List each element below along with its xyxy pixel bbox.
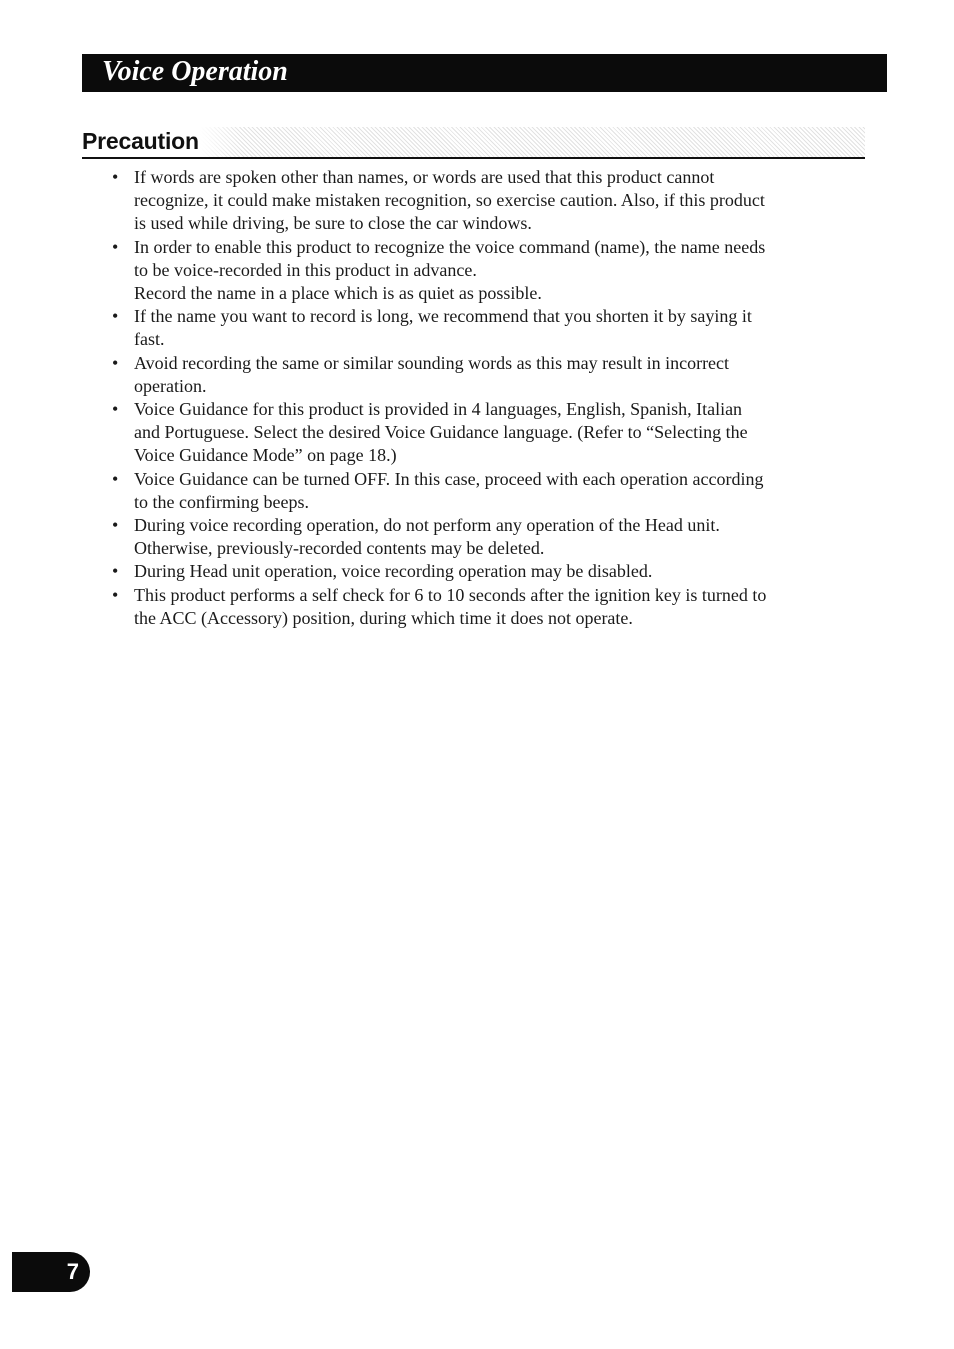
list-item (112, 166, 847, 236)
section-title: Precaution (82, 128, 199, 154)
list-item (112, 468, 847, 514)
list-item (112, 352, 847, 398)
bullet-dot: • (112, 236, 119, 257)
list-item (112, 584, 847, 630)
bullet-text-line: fast. (134, 329, 165, 350)
bullet-text-line: to the confirming beeps. (134, 491, 309, 512)
bullet-text-line: operation. (134, 375, 207, 396)
bullet-text-line: recognize, it could make mistaken recognition, so exercise caution. Also, if this product (134, 190, 765, 211)
list-item (112, 398, 847, 468)
bullet-text-line: Voice Guidance Mode” on page 18.) (134, 445, 397, 466)
bullet-text-line: Record the name in a place which is as quiet as possible. (134, 283, 542, 304)
bullet-dot: • (112, 515, 119, 536)
bullet-dot: • (112, 399, 119, 420)
list-item (112, 560, 847, 583)
bullet-text-line: In order to enable this product to recognize the voice command (name), the name needs (134, 236, 766, 257)
bullet-dot: • (112, 561, 119, 582)
bullet-text-line: During voice recording operation, do not perform any operation of the Head unit. (134, 515, 720, 536)
bullet-text-line: Voice Guidance can be turned OFF. In this case, proceed with each operation according (134, 468, 764, 489)
bullet-dot: • (112, 306, 119, 327)
bullet-text-line: the ACC (Accessory) position, during which time it does not operate. (134, 607, 633, 628)
bullet-text-line: and Portuguese. Select the desired Voice Guidance language. (Refer to “Selecting the (134, 422, 748, 443)
bullet-text-line: Otherwise, previously-recorded contents may be deleted. (134, 538, 545, 559)
bullet-text-line: During Head unit operation, voice recording operation may be disabled. (134, 561, 653, 582)
bullet-dot: • (112, 584, 119, 605)
bullet-text-line: to be voice-recorded in this product in advance. (134, 259, 477, 280)
page-title-bar (82, 54, 887, 92)
bullet-text-line: This product performs a self check for 6 to 10 seconds after the ignition key is turned to (134, 584, 767, 605)
bullet-text-line: Voice Guidance for this product is provided in 4 languages, English, Spanish, Italian (134, 399, 743, 420)
list-item (112, 514, 847, 560)
bullet-dot: • (112, 468, 119, 489)
precaution-list (112, 166, 847, 630)
bullet-text-line: If the name you want to record is long, we recommend that you shorten it by saying it (134, 306, 752, 327)
list-item (112, 305, 847, 351)
bullet-text-line: is used while driving, be sure to close the car windows. (134, 213, 532, 234)
page-number: 7 (66, 1259, 79, 1284)
bullet-text-line: Avoid recording the same or similar sounding words as this may result in incorrect (134, 352, 730, 373)
section-header (82, 127, 865, 159)
bullet-dot: • (112, 352, 119, 373)
bullet-dot: • (112, 167, 119, 187)
list-item (112, 236, 847, 306)
page-number-tab (12, 1252, 90, 1292)
bullet-text-line: If words are spoken other than names, or words are used that this product cannot (134, 167, 715, 187)
page-title: Voice Operation (102, 56, 288, 87)
